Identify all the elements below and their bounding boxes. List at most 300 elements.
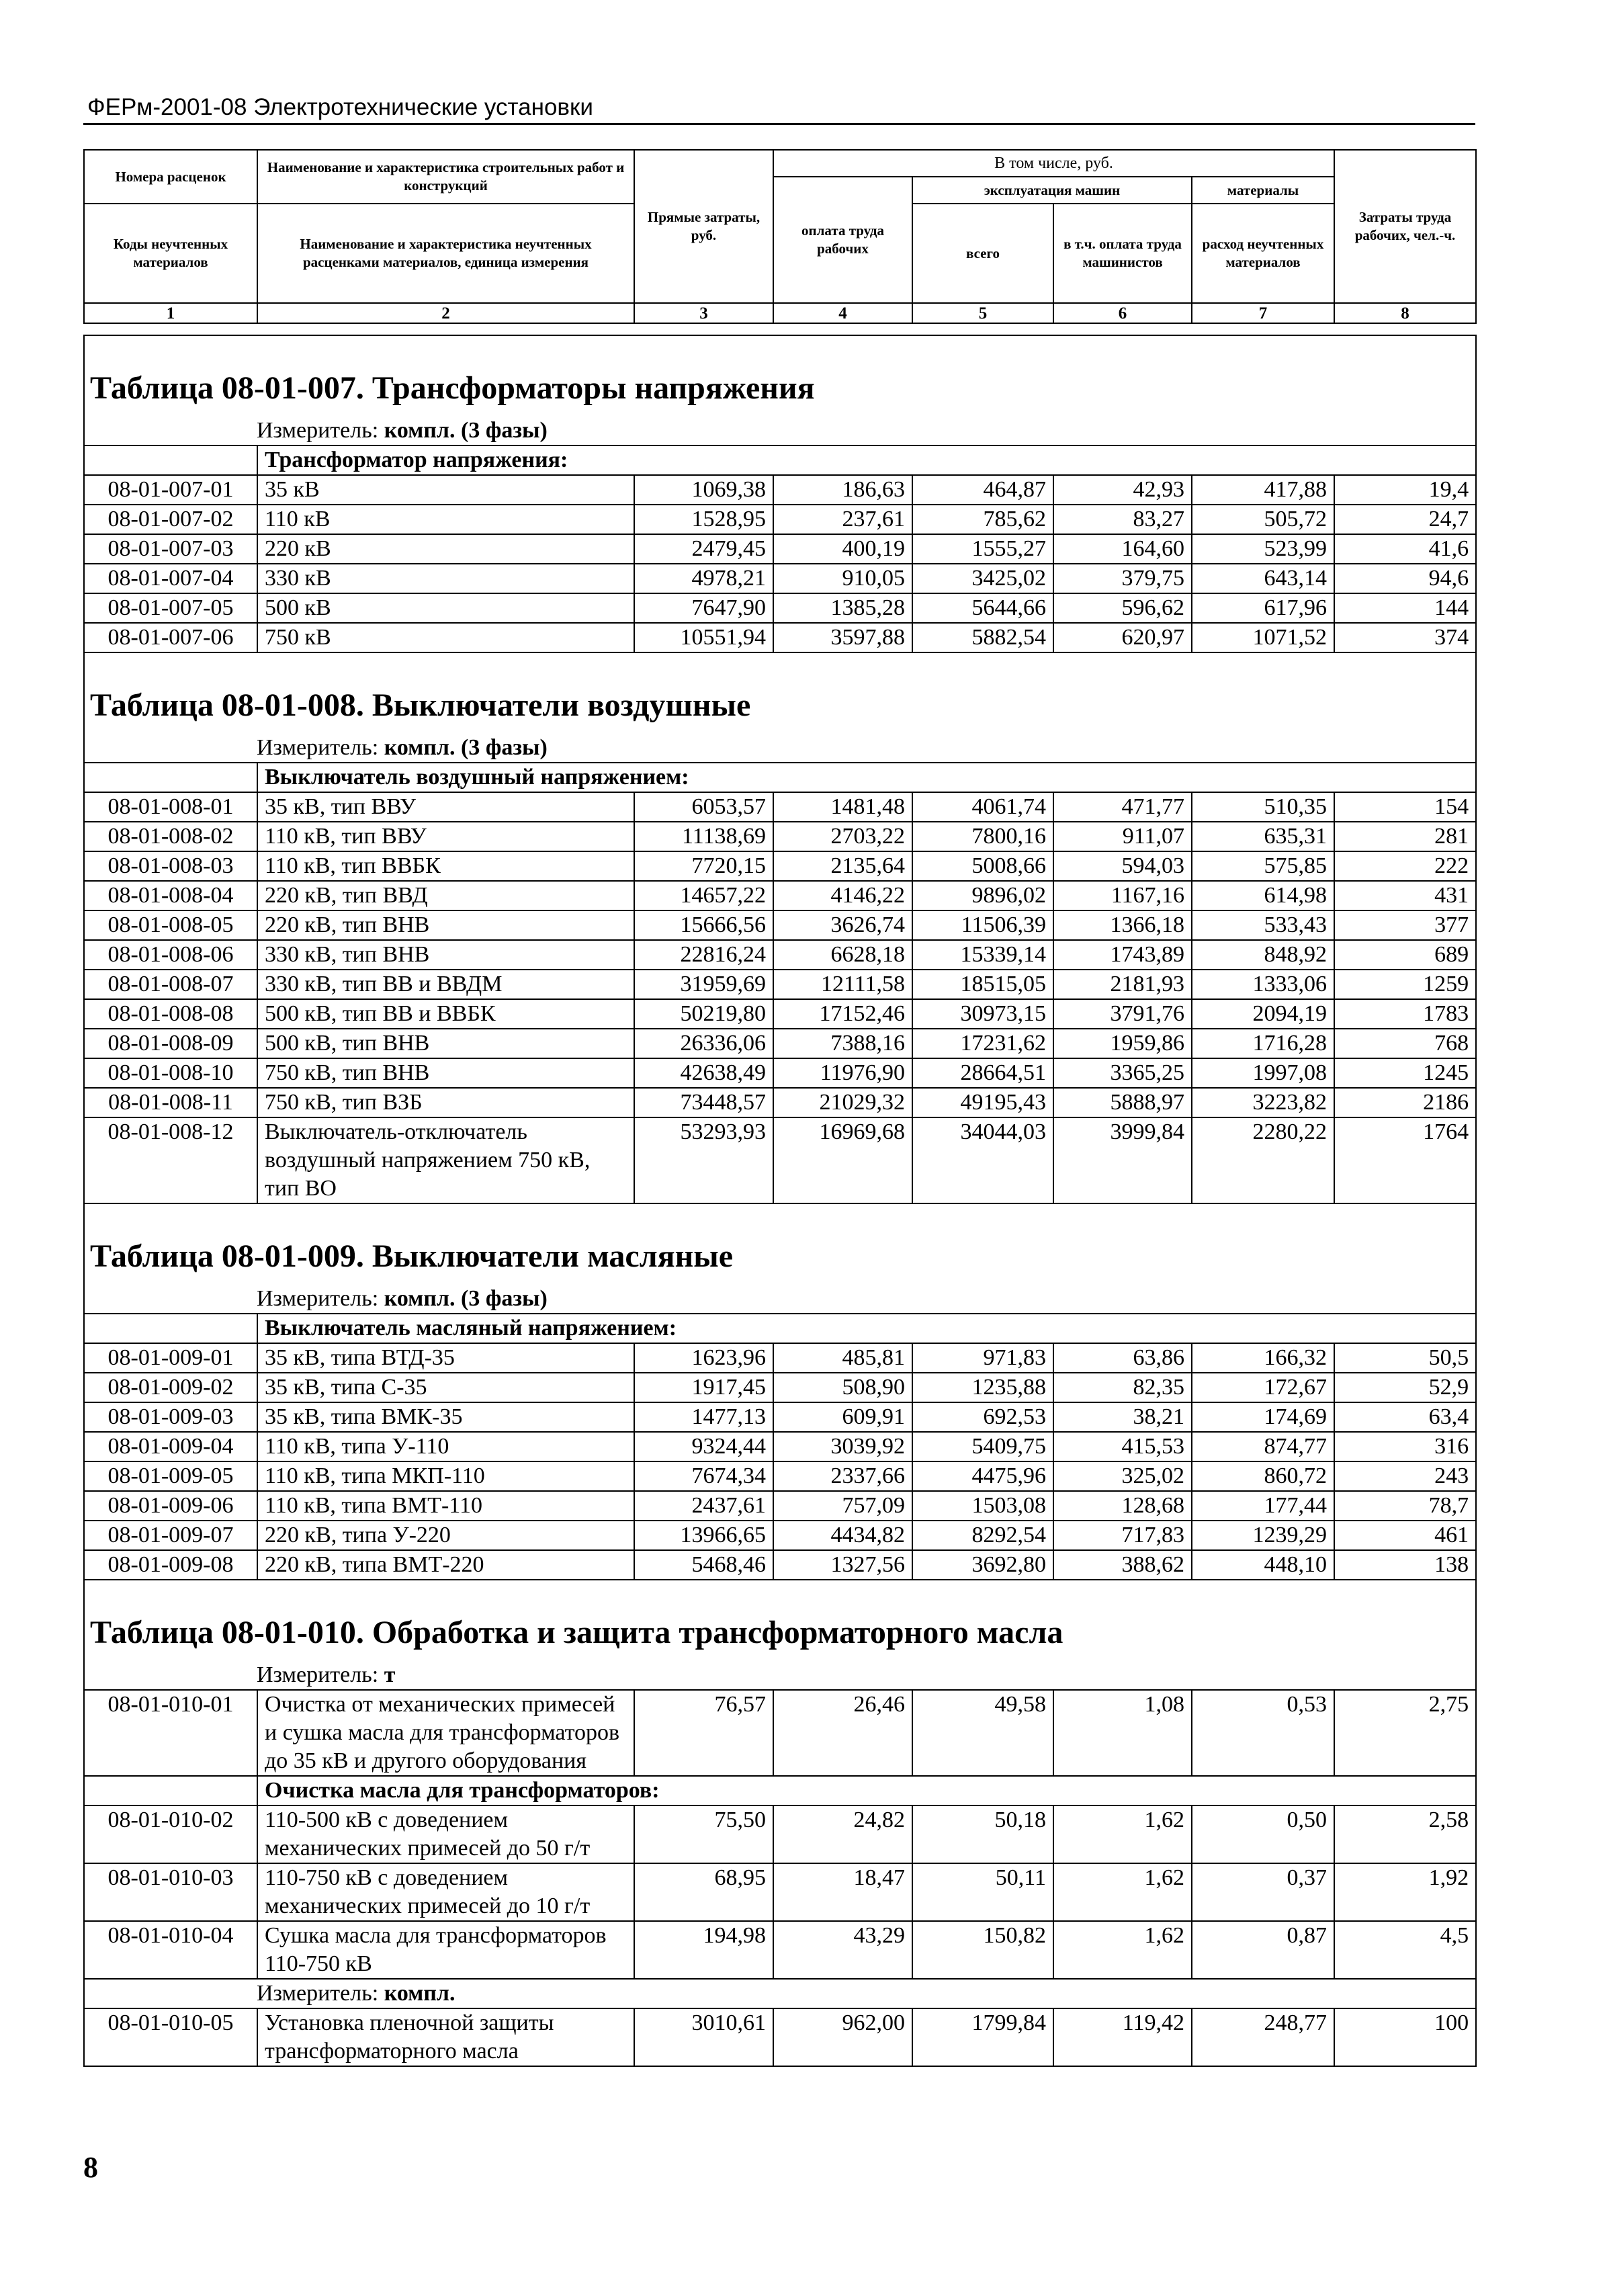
table-row: [84, 970, 1476, 999]
cell-machines: 34044,03: [912, 1117, 1053, 1203]
meter-row: [84, 1285, 1476, 1314]
cell-operators: 388,62: [1053, 1550, 1192, 1580]
cell-materials: 874,77: [1192, 1432, 1334, 1461]
cell-operators: 128,68: [1053, 1491, 1192, 1521]
cell-code: 08-01-010-03: [84, 1863, 257, 1921]
cell-labor: 2337,66: [773, 1461, 912, 1491]
cell-hours: 1,92: [1334, 1863, 1476, 1921]
cell-direct: 6053,57: [634, 792, 773, 822]
table-row: [84, 623, 1476, 652]
cell-machines: 49,58: [912, 1690, 1053, 1776]
column-number: 3: [634, 303, 773, 323]
cell-code: 08-01-007-01: [84, 475, 257, 505]
cell-direct: 5468,46: [634, 1550, 773, 1580]
table-row: [84, 1314, 1476, 1343]
table-row: [84, 652, 1476, 734]
cell-hours: 377: [1334, 910, 1476, 940]
cell-materials: 177,44: [1192, 1491, 1334, 1521]
cell-machines: 5644,66: [912, 593, 1053, 623]
cell-materials: 417,88: [1192, 475, 1334, 505]
cell-hours: 243: [1334, 1461, 1476, 1491]
table-title: Таблица 08-01-010. Обработка и защита трансформаторного масла: [84, 1580, 1476, 1661]
table-row: [84, 1373, 1476, 1402]
cell-machines: 11506,39: [912, 910, 1053, 940]
header-rule: [83, 123, 1475, 125]
cell-operators: 325,02: [1053, 1461, 1192, 1491]
table-row: [84, 1432, 1476, 1461]
cell-code: 08-01-007-04: [84, 564, 257, 593]
cell-hours: 50,5: [1334, 1343, 1476, 1373]
cell-direct: 15666,56: [634, 910, 773, 940]
cell-hours: 1783: [1334, 999, 1476, 1029]
cell-direct: 76,57: [634, 1690, 773, 1776]
cell-machines: 4475,96: [912, 1461, 1053, 1491]
meter-row: [84, 1979, 1476, 2008]
cell-materials: 635,31: [1192, 822, 1334, 851]
cell-machines: 9896,02: [912, 881, 1053, 910]
cell-machines: 15339,14: [912, 940, 1053, 970]
cell-operators: 63,86: [1053, 1343, 1192, 1373]
table-title: Таблица 08-01-009. Выключатели масляные: [84, 1203, 1476, 1285]
cell-operators: 82,35: [1053, 1373, 1192, 1402]
cell-materials: 172,67: [1192, 1373, 1334, 1402]
meter-label: Измеритель:: [257, 418, 379, 443]
cell-materials: 0,87: [1192, 1921, 1334, 1979]
cell-name: 750 кВ: [257, 623, 634, 652]
meter-row: [84, 734, 1476, 763]
subheading: Выключатель масляный напряжением:: [257, 1314, 1476, 1343]
cell-direct: 50219,80: [634, 999, 773, 1029]
cell-hours: 689: [1334, 940, 1476, 970]
cell-labor: 400,19: [773, 534, 912, 564]
cell-name: 110 кВ, типа У-110: [257, 1432, 634, 1461]
cell-name: 220 кВ, тип ВВД: [257, 881, 634, 910]
cell-operators: 415,53: [1053, 1432, 1192, 1461]
cell-operators: 42,93: [1053, 475, 1192, 505]
cell-hours: 94,6: [1334, 564, 1476, 593]
cell-materials: 1997,08: [1192, 1058, 1334, 1088]
table-row: [84, 2008, 1476, 2066]
meter-label: Измеритель:: [257, 735, 379, 760]
cell-direct: 22816,24: [634, 940, 773, 970]
cell-labor: 3626,74: [773, 910, 912, 940]
table-row: [84, 1058, 1476, 1088]
cell-hours: 316: [1334, 1432, 1476, 1461]
header-col1-top: Номера расценок: [84, 150, 257, 204]
cell-labor: 12111,58: [773, 970, 912, 999]
cell-name: Очистка от механических примесей и сушка масла для трансформаторов до 35 кВ и другого оборудования: [257, 1690, 634, 1776]
cell-hours: 138: [1334, 1550, 1476, 1580]
cell-materials: 3223,82: [1192, 1088, 1334, 1117]
table-row: [84, 1117, 1476, 1203]
cell-name: 35 кВ: [257, 475, 634, 505]
cell-direct: 7720,15: [634, 851, 773, 881]
cell-operators: 1366,18: [1053, 910, 1192, 940]
cell-operators: 164,60: [1053, 534, 1192, 564]
cell-code: 08-01-009-04: [84, 1432, 257, 1461]
rates-table: [83, 335, 1477, 2067]
cell-machines: 1799,84: [912, 2008, 1053, 2066]
cell-code: 08-01-007-03: [84, 534, 257, 564]
cell-name: 110 кВ, тип ВВБК: [257, 851, 634, 881]
cell-name: Установка пленочной защиты трансформаторного масла: [257, 2008, 634, 2066]
cell-direct: 1477,13: [634, 1402, 773, 1432]
cell-materials: 533,43: [1192, 910, 1334, 940]
cell-machines: 50,11: [912, 1863, 1053, 1921]
cell-code: 08-01-008-01: [84, 792, 257, 822]
subheading: Выключатель воздушный напряжением:: [257, 763, 1476, 792]
header-machines-group: эксплуатация машин: [912, 177, 1192, 204]
cell-name: 220 кВ, тип ВНВ: [257, 910, 634, 940]
cell-name: 330 кВ: [257, 564, 634, 593]
cell-labor: 3597,88: [773, 623, 912, 652]
table-row: [84, 1343, 1476, 1373]
cell-hours: 2186: [1334, 1088, 1476, 1117]
cell-labor: 186,63: [773, 475, 912, 505]
cell-direct: 10551,94: [634, 623, 773, 652]
cell-machines: 150,82: [912, 1921, 1053, 1979]
cell-direct: 31959,69: [634, 970, 773, 999]
cell-materials: 1716,28: [1192, 1029, 1334, 1058]
table-row: [84, 475, 1476, 505]
cell-name: 220 кВ: [257, 534, 634, 564]
meter-value: компл.: [384, 1981, 455, 2006]
meter-value: компл. (3 фазы): [384, 1286, 548, 1311]
cell-labor: 962,00: [773, 2008, 912, 2066]
table-row: [84, 1088, 1476, 1117]
cell-direct: 1623,96: [634, 1343, 773, 1373]
cell-machines: 49195,43: [912, 1088, 1053, 1117]
cell-materials: 505,72: [1192, 505, 1334, 534]
table-row: [84, 1979, 1476, 2008]
cell-code: 08-01-008-06: [84, 940, 257, 970]
cell-direct: 14657,22: [634, 881, 773, 910]
cell-hours: 63,4: [1334, 1402, 1476, 1432]
cell-operators: 1,62: [1053, 1805, 1192, 1863]
header-col6: в т.ч. оплата труда машинистов: [1053, 204, 1192, 303]
cell-operators: 594,03: [1053, 851, 1192, 881]
cell-code: 08-01-007-02: [84, 505, 257, 534]
header-col3: Прямые затраты, руб.: [634, 150, 773, 303]
cell-machines: 785,62: [912, 505, 1053, 534]
cell-hours: 100: [1334, 2008, 1476, 2066]
cell-name: 330 кВ, тип ВНВ: [257, 940, 634, 970]
cell-operators: 3791,76: [1053, 999, 1192, 1029]
cell-machines: 5409,75: [912, 1432, 1053, 1461]
cell-direct: 73448,57: [634, 1088, 773, 1117]
cell-direct: 1917,45: [634, 1373, 773, 1402]
cell-labor: 18,47: [773, 1863, 912, 1921]
cell-name: 110 кВ, типа МКП-110: [257, 1461, 634, 1491]
subheading: Очистка масла для трансформаторов:: [257, 1776, 1476, 1805]
table-row: [84, 881, 1476, 910]
cell-labor: 237,61: [773, 505, 912, 534]
cell-code: 08-01-009-03: [84, 1402, 257, 1432]
cell-labor: 508,90: [773, 1373, 912, 1402]
table-row: [84, 417, 1476, 445]
cell-hours: 4,5: [1334, 1921, 1476, 1979]
cell-materials: 2280,22: [1192, 1117, 1334, 1203]
header-col1-bottom: Коды неучтенных материалов: [84, 204, 257, 303]
cell-materials: 510,35: [1192, 792, 1334, 822]
column-number: 8: [1334, 303, 1476, 323]
cell-labor: 2135,64: [773, 851, 912, 881]
table-row: [84, 1661, 1476, 1690]
cell-code: 08-01-008-02: [84, 822, 257, 851]
cell-operators: 717,83: [1053, 1521, 1192, 1550]
cell-operators: 119,42: [1053, 2008, 1192, 2066]
cell-materials: 848,92: [1192, 940, 1334, 970]
header-col8: Затраты труда рабочих, чел.-ч.: [1334, 150, 1476, 303]
cell-labor: 910,05: [773, 564, 912, 593]
table-row: [84, 1521, 1476, 1550]
cell-materials: 0,37: [1192, 1863, 1334, 1921]
cell-name: 110-750 кВ с доведением механических примесей до 10 г/т: [257, 1863, 634, 1921]
cell-direct: 3010,61: [634, 2008, 773, 2066]
cell-name: 500 кВ, тип ВНВ: [257, 1029, 634, 1058]
cell-code: 08-01-008-10: [84, 1058, 257, 1088]
cell-materials: 575,85: [1192, 851, 1334, 881]
cell-machines: 4061,74: [912, 792, 1053, 822]
cell-name: 110-500 кВ с доведением механических примесей до 50 г/т: [257, 1805, 634, 1863]
cell-code: 08-01-008-08: [84, 999, 257, 1029]
header-col5: всего: [912, 204, 1053, 303]
subheading: Трансформатор напряжения:: [257, 445, 1476, 475]
subheading-spacer: [84, 1776, 257, 1805]
cell-materials: 523,99: [1192, 534, 1334, 564]
cell-code: 08-01-009-01: [84, 1343, 257, 1373]
cell-hours: 154: [1334, 792, 1476, 822]
table-row: [84, 335, 1476, 417]
cell-name: Сушка масла для трансформаторов 110-750 кВ: [257, 1921, 634, 1979]
cell-code: 08-01-008-07: [84, 970, 257, 999]
table-row: [84, 445, 1476, 475]
table-row: [84, 999, 1476, 1029]
cell-operators: 1,62: [1053, 1921, 1192, 1979]
cell-labor: 6628,18: [773, 940, 912, 970]
header-col2-top: Наименование и характеристика строительных работ и конструкций: [257, 150, 634, 204]
cell-code: 08-01-010-04: [84, 1921, 257, 1979]
table-row: [84, 1029, 1476, 1058]
cell-machines: 1235,88: [912, 1373, 1053, 1402]
cell-materials: 1333,06: [1192, 970, 1334, 999]
cell-hours: 1764: [1334, 1117, 1476, 1203]
header-col7: расход неучтенных материалов: [1192, 204, 1334, 303]
cell-hours: 52,9: [1334, 1373, 1476, 1402]
cell-direct: 1069,38: [634, 475, 773, 505]
cell-materials: 860,72: [1192, 1461, 1334, 1491]
table-row: [84, 1690, 1476, 1776]
table-row: [84, 1863, 1476, 1921]
table-row: [84, 534, 1476, 564]
table-row: [84, 1776, 1476, 1805]
cell-code: 08-01-010-05: [84, 2008, 257, 2066]
cell-hours: 1245: [1334, 1058, 1476, 1088]
cell-materials: 174,69: [1192, 1402, 1334, 1432]
page-number: 8: [83, 2151, 98, 2184]
cell-hours: 768: [1334, 1029, 1476, 1058]
cell-hours: 2,58: [1334, 1805, 1476, 1863]
cell-labor: 1385,28: [773, 593, 912, 623]
cell-operators: 3999,84: [1053, 1117, 1192, 1203]
cell-name: 110 кВ, тип ВВУ: [257, 822, 634, 851]
cell-code: 08-01-008-11: [84, 1088, 257, 1117]
cell-materials: 617,96: [1192, 593, 1334, 623]
cell-machines: 5882,54: [912, 623, 1053, 652]
cell-machines: 692,53: [912, 1402, 1053, 1432]
subheading-spacer: [84, 763, 257, 792]
cell-name: 220 кВ, типа ВМТ-220: [257, 1550, 634, 1580]
cell-operators: 1,62: [1053, 1863, 1192, 1921]
cell-machines: 8292,54: [912, 1521, 1053, 1550]
running-header: ФЕРм-2001-08 Электротехнические установки: [87, 94, 593, 120]
cell-direct: 42638,49: [634, 1058, 773, 1088]
table-row: [84, 505, 1476, 534]
cell-name: 35 кВ, типа ВМК-35: [257, 1402, 634, 1432]
cell-hours: 2,75: [1334, 1690, 1476, 1776]
cell-operators: 1959,86: [1053, 1029, 1192, 1058]
cell-machines: 17231,62: [912, 1029, 1053, 1058]
cell-labor: 7388,16: [773, 1029, 912, 1058]
cell-materials: 0,53: [1192, 1690, 1334, 1776]
table-row: [84, 734, 1476, 763]
cell-materials: 448,10: [1192, 1550, 1334, 1580]
table-title: Таблица 08-01-008. Выключатели воздушные: [84, 652, 1476, 734]
cell-labor: 17152,46: [773, 999, 912, 1029]
cell-operators: 1,08: [1053, 1690, 1192, 1776]
cell-labor: 21029,32: [773, 1088, 912, 1117]
cell-operators: 2181,93: [1053, 970, 1192, 999]
cell-operators: 38,21: [1053, 1402, 1192, 1432]
meter-label: Измеритель:: [257, 1981, 379, 2006]
cell-direct: 75,50: [634, 1805, 773, 1863]
cell-name: 35 кВ, тип ВВУ: [257, 792, 634, 822]
cell-direct: 68,95: [634, 1863, 773, 1921]
table-row: [84, 1461, 1476, 1491]
table-row: [84, 851, 1476, 881]
cell-materials: 248,77: [1192, 2008, 1334, 2066]
cell-labor: 609,91: [773, 1402, 912, 1432]
cell-hours: 431: [1334, 881, 1476, 910]
meter-row: [84, 417, 1476, 445]
cell-direct: 53293,93: [634, 1117, 773, 1203]
cell-labor: 4434,82: [773, 1521, 912, 1550]
table-row: [84, 1402, 1476, 1432]
cell-labor: 43,29: [773, 1921, 912, 1979]
cell-operators: 3365,25: [1053, 1058, 1192, 1088]
cell-name: 750 кВ, тип ВНВ: [257, 1058, 634, 1088]
header-group: В том числе, руб.: [773, 150, 1334, 177]
cell-materials: 614,98: [1192, 881, 1334, 910]
header-materials-group: материалы: [1192, 177, 1334, 204]
table-row: [84, 564, 1476, 593]
cell-direct: 11138,69: [634, 822, 773, 851]
table-row: [84, 1921, 1476, 1979]
cell-code: 08-01-008-09: [84, 1029, 257, 1058]
table-row: [84, 1285, 1476, 1314]
cell-operators: 596,62: [1053, 593, 1192, 623]
cell-labor: 1481,48: [773, 792, 912, 822]
meter-label: Измеритель:: [257, 1286, 379, 1311]
cell-code: 08-01-009-08: [84, 1550, 257, 1580]
cell-materials: 1239,29: [1192, 1521, 1334, 1550]
column-number: 1: [84, 303, 257, 323]
cell-operators: 1743,89: [1053, 940, 1192, 970]
cell-hours: 24,7: [1334, 505, 1476, 534]
cell-code: 08-01-009-02: [84, 1373, 257, 1402]
cell-materials: 166,32: [1192, 1343, 1334, 1373]
cell-name: 35 кВ, типа ВТД-35: [257, 1343, 634, 1373]
cell-name: 330 кВ, тип ВВ и ВВДМ: [257, 970, 634, 999]
cell-code: 08-01-009-06: [84, 1491, 257, 1521]
cell-name: 750 кВ, тип ВЗБ: [257, 1088, 634, 1117]
column-number: 2: [257, 303, 634, 323]
cell-hours: 374: [1334, 623, 1476, 652]
cell-machines: 1555,27: [912, 534, 1053, 564]
cell-operators: 379,75: [1053, 564, 1192, 593]
cell-name: Выключатель-отключатель воздушный напряжением 750 кВ, тип ВО: [257, 1117, 634, 1203]
cell-machines: 28664,51: [912, 1058, 1053, 1088]
cell-machines: 3425,02: [912, 564, 1053, 593]
cell-labor: 1327,56: [773, 1550, 912, 1580]
cell-name: 110 кВ, типа ВМТ-110: [257, 1491, 634, 1521]
table-row: [84, 593, 1476, 623]
meter-value: компл. (3 фазы): [384, 735, 548, 760]
cell-operators: 1167,16: [1053, 881, 1192, 910]
cell-code: 08-01-009-05: [84, 1461, 257, 1491]
cell-labor: 16969,68: [773, 1117, 912, 1203]
table-row: [84, 1203, 1476, 1285]
cell-labor: 24,82: [773, 1805, 912, 1863]
cell-direct: 1528,95: [634, 505, 773, 534]
cell-machines: 18515,05: [912, 970, 1053, 999]
table-row: [84, 910, 1476, 940]
table-row: [84, 1491, 1476, 1521]
cell-code: 08-01-008-03: [84, 851, 257, 881]
cell-machines: 1503,08: [912, 1491, 1053, 1521]
cell-code: 08-01-009-07: [84, 1521, 257, 1550]
cell-labor: 485,81: [773, 1343, 912, 1373]
cell-direct: 194,98: [634, 1921, 773, 1979]
cell-name: 220 кВ, типа У-220: [257, 1521, 634, 1550]
table-row: [84, 1580, 1476, 1661]
cell-operators: 5888,97: [1053, 1088, 1192, 1117]
cell-machines: 7800,16: [912, 822, 1053, 851]
cell-direct: 26336,06: [634, 1029, 773, 1058]
cell-code: 08-01-010-02: [84, 1805, 257, 1863]
table-row: [84, 792, 1476, 822]
cell-labor: 4146,22: [773, 881, 912, 910]
column-number: 7: [1192, 303, 1334, 323]
cell-code: 08-01-008-04: [84, 881, 257, 910]
cell-name: 500 кВ, тип ВВ и ВВБК: [257, 999, 634, 1029]
subheading-spacer: [84, 445, 257, 475]
column-header-table: [83, 149, 1477, 324]
meter-row: [84, 1661, 1476, 1690]
cell-operators: 83,27: [1053, 505, 1192, 534]
cell-direct: 2479,45: [634, 534, 773, 564]
cell-name: 35 кВ, типа С-35: [257, 1373, 634, 1402]
cell-hours: 19,4: [1334, 475, 1476, 505]
cell-machines: 30973,15: [912, 999, 1053, 1029]
cell-code: 08-01-008-12: [84, 1117, 257, 1203]
cell-direct: 7647,90: [634, 593, 773, 623]
cell-hours: 1259: [1334, 970, 1476, 999]
header-col4: оплата труда рабочих: [773, 177, 912, 303]
column-number: 4: [773, 303, 912, 323]
cell-machines: 971,83: [912, 1343, 1053, 1373]
cell-code: 08-01-008-05: [84, 910, 257, 940]
